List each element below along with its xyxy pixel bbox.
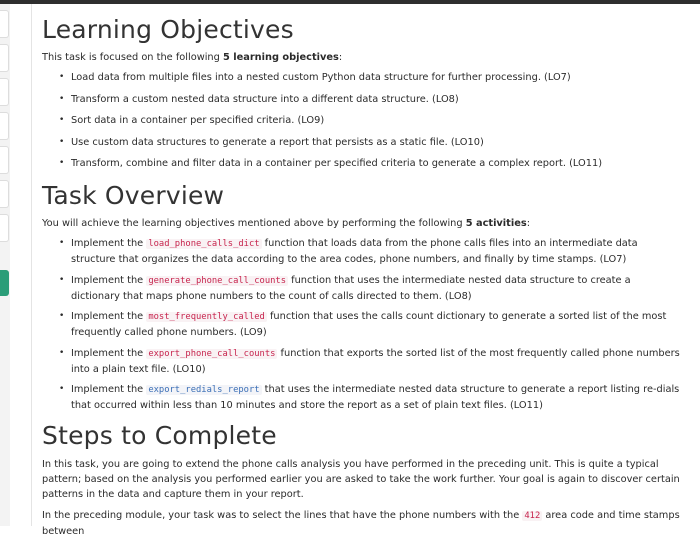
bullet-icon: •: [59, 384, 65, 394]
bullet-icon: •: [59, 238, 65, 248]
steps-paragraph: In this task, you are going to extend the phone calls analysis you have performed in the preceding unit. This is quite a typical pattern; based on the analysis you performed earlier you are asked to take the work further. Your goal is again to discover certain patterns in the data and capture them in your report.: [42, 459, 680, 500]
activity-text: Implement the: [71, 238, 147, 249]
task-overview-intro: [42, 216, 682, 231]
list-item: [42, 92, 682, 107]
bullet-icon: •: [59, 311, 65, 321]
objective-text: Sort data in a container per specified criteria. (LO9): [71, 115, 325, 126]
rail-tab-1[interactable]: [0, 10, 9, 38]
learning-objectives-intro: [42, 50, 682, 65]
activity-text: function that uses the calls count dictionary to generate a sorted list of the most frequently called phone numbers. (LO9): [71, 311, 667, 338]
rail-tab-active[interactable]: [0, 270, 9, 296]
activity-text: Implement the: [71, 311, 147, 322]
learning-objectives-heading: Learning Objectives: [42, 15, 294, 44]
intro-bold: 5 activities: [465, 218, 527, 229]
function-name-code: export_redials_report: [148, 385, 260, 395]
intro-bold: 5 learning objectives: [222, 52, 339, 63]
intro-text: You will achieve the learning objectives mentioned above by performing the following: [42, 218, 466, 229]
function-name-code: export_phone_call_counts: [148, 348, 276, 359]
rail-tab-2[interactable]: [0, 44, 9, 72]
bullet-icon: •: [59, 274, 65, 285]
area-code: 412: [524, 511, 541, 521]
activity-text: function that loads data from the phone calls files into an intermediate data structure that organizes the data according to the area codes, phone numbers, and finally by time stamps. (LO7): [71, 238, 638, 265]
paragraph-text: area code and time stamps between: [42, 510, 680, 537]
bullet-icon: •: [59, 72, 65, 82]
function-name-code: most_frequently_called: [148, 312, 265, 322]
bullet-icon: •: [59, 136, 65, 147]
list-item: [42, 346, 682, 377]
paragraph-text: In the preceding module, your task was to select the lines that have the phone numbers with the: [42, 510, 523, 521]
activity-text: function that exports the sorted list of the most frequently called phone numbers into a plain text file. (LO10): [71, 347, 680, 375]
list-item: [42, 236, 682, 267]
bullet-icon: •: [59, 347, 65, 358]
list-item: [42, 70, 682, 85]
bullet-icon: •: [59, 115, 65, 125]
activity-text: Implement the: [71, 347, 147, 359]
function-name-code: load_phone_calls_dict: [148, 239, 260, 249]
learning-objectives-list: [42, 70, 682, 171]
task-overview-heading: Task Overview: [42, 181, 225, 210]
objective-text: Use custom data structures to generate a report that persists as a static file. (LO10): [71, 136, 484, 148]
intro-suffix: :: [526, 218, 530, 229]
rail-tab-7[interactable]: [0, 214, 9, 242]
activities-list: [42, 236, 682, 413]
intro-suffix: :: [338, 52, 343, 63]
rail-tab-5[interactable]: [0, 146, 9, 174]
objective-text: Transform a custom nested data structure into a different data structure. (LO8): [71, 93, 459, 105]
list-item: [42, 382, 682, 413]
left-navigation-rail: [0, 4, 10, 526]
list-item: [42, 309, 682, 340]
objective-text: Transform, combine and filter data in a container per specified criteria to generate a complex report. (LO11): [71, 158, 603, 169]
rail-tab-3[interactable]: [0, 78, 9, 106]
content-divider: [31, 4, 32, 526]
function-name-code: generate_phone_call_counts: [148, 275, 287, 286]
bullet-icon: •: [59, 93, 65, 104]
list-item: [42, 273, 682, 304]
activity-text: Implement the: [71, 384, 147, 395]
activity-text: function that uses the intermediate nested data structure to create a dictionary that maps phone numbers to the count of calls directed to them. (LO8): [71, 274, 631, 302]
rail-tab-4[interactable]: [0, 112, 9, 140]
objective-text: Load data from multiple files into a nested custom Python data structure for further processing. (LO7): [71, 72, 571, 83]
activity-text: that uses the intermediate nested data structure to generate a report listing re-dials that occurred within less than 10 minutes and store the report as a set of plain text files. (LO11): [71, 384, 680, 411]
list-item: [42, 113, 682, 128]
rail-tab-6[interactable]: [0, 180, 9, 208]
bullet-icon: •: [59, 158, 65, 168]
activity-text: Implement the: [71, 274, 147, 286]
intro-text: This task is focused on the following: [42, 52, 223, 63]
task-content: [42, 4, 682, 539]
list-item: [42, 135, 682, 150]
list-item: [42, 156, 682, 171]
steps-heading: Steps to Complete: [42, 421, 277, 450]
steps-paragraph-continued: [42, 508, 682, 539]
